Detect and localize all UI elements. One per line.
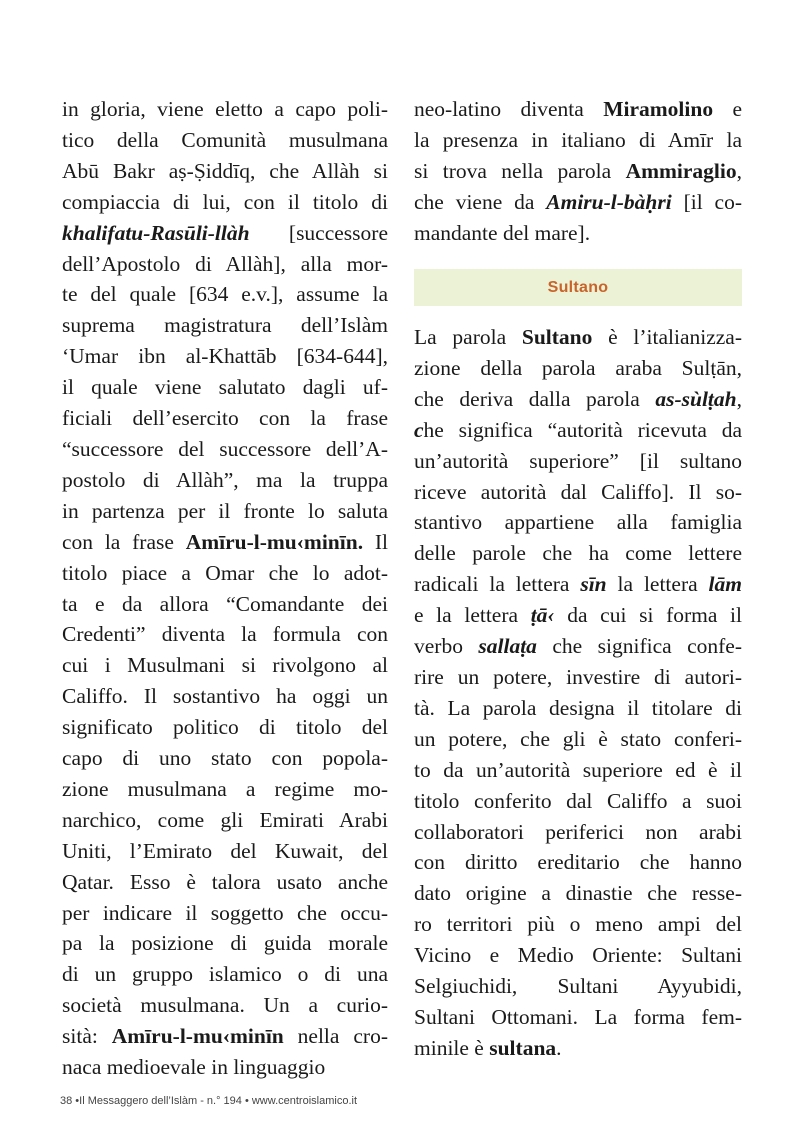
text-run: La parola xyxy=(414,325,522,349)
text-run: verbo xyxy=(414,634,479,659)
text-run: che viene da xyxy=(414,189,547,214)
text-run: Selgiuchidi, Sultani Ayyubidi, xyxy=(414,974,742,999)
emphasized-term: Amīru-l-mu‹minīn. xyxy=(185,529,364,554)
text-run: significato politico di titolo del xyxy=(62,715,388,740)
text-run: radicali la lettera xyxy=(414,572,581,597)
text-run: Abū Bakr aṣ-Ṣiddīq, che Allàh si xyxy=(62,158,388,183)
text-run: naca medioevale in linguaggio xyxy=(62,1055,326,1080)
text-line xyxy=(414,847,742,878)
text-run: Qatar. Esso è talora usato anche xyxy=(62,869,388,894)
text-line xyxy=(62,990,388,1021)
text-run: minile è xyxy=(414,1035,490,1060)
emphasized-term: Miramolino xyxy=(603,97,714,121)
text-run: capo di uno stato con popola- xyxy=(62,746,388,771)
emphasized-term: ṭā‹ xyxy=(530,603,555,628)
text-run: un’autorità superiore” [il sultano xyxy=(414,448,742,473)
emphasized-term: Amīru-l-mu‹minīn xyxy=(111,1024,284,1049)
text-run: ‘Umar ibn al-Khattāb [634-644], xyxy=(62,344,388,369)
text-line xyxy=(414,940,742,971)
text-run: te del quale [634 e.v.], assume la xyxy=(62,282,388,307)
text-run: he significa “autorità ricevuta da xyxy=(423,417,742,442)
text-run: in partenza per il fronte lo saluta xyxy=(62,498,388,523)
text-run: il quale viene salutato dagli uf- xyxy=(62,375,388,400)
text-run: nella cro- xyxy=(283,1024,388,1049)
text-run: per indicare il soggetto che occu- xyxy=(62,900,388,925)
text-run: da cui si forma il xyxy=(554,603,742,628)
text-run: suprema magistratura dell’Islàm xyxy=(62,313,388,338)
text-line xyxy=(414,218,742,249)
emphasized-term: Ammiraglio xyxy=(625,158,737,183)
text-line xyxy=(414,971,742,1002)
text-line xyxy=(62,125,388,156)
text-run: Vicino e Medio Oriente: Sultani xyxy=(414,943,742,968)
text-run: con la frase xyxy=(62,529,186,554)
text-run: la lettera xyxy=(606,572,709,597)
text-line xyxy=(414,187,742,218)
text-line xyxy=(414,415,742,446)
text-run: ficiali dell’esercito con la frase xyxy=(62,406,388,431)
text-run: Califfo. Il sostantivo ha oggi un xyxy=(62,684,388,709)
text-line xyxy=(62,372,388,403)
text-run: narchico, come gli Emirati Arabi xyxy=(62,807,388,832)
text-line xyxy=(62,712,388,743)
text-line xyxy=(62,959,388,990)
emphasized-term: sīn xyxy=(580,572,607,597)
text-line xyxy=(62,558,388,589)
text-line xyxy=(62,156,388,187)
text-line xyxy=(414,817,742,848)
text-run: cui i Musulmani si rivolgono al xyxy=(62,653,388,678)
text-line xyxy=(414,353,742,384)
text-line xyxy=(62,650,388,681)
text-line xyxy=(62,496,388,527)
text-run: la presenza in italiano di Amīr la xyxy=(414,127,742,152)
right-text-column-top xyxy=(414,94,742,249)
text-run: zione della parola araba Sulṭān, xyxy=(414,355,742,380)
text-run: compiaccia di lui, con il titolo di xyxy=(62,189,388,214)
text-line xyxy=(62,187,388,218)
text-line xyxy=(414,1002,742,1033)
text-line xyxy=(414,878,742,909)
text-run: zione musulmana a regime mo- xyxy=(62,776,388,801)
text-line xyxy=(414,662,742,693)
emphasized-term: c xyxy=(414,417,424,442)
text-line xyxy=(62,805,388,836)
text-run: to da un’autorità superiore ed è il xyxy=(414,757,742,782)
text-line xyxy=(414,693,742,724)
emphasized-term: sultana xyxy=(489,1035,557,1060)
text-run: stantivo appartiene alla famiglia xyxy=(414,510,742,535)
text-run: un potere, che gli è stato conferi- xyxy=(414,726,742,751)
emphasized-term: Amiru-l-bàḥri xyxy=(546,189,672,214)
text-run: , xyxy=(736,158,742,183)
text-run: rire un potere, investire di autori- xyxy=(414,664,742,689)
text-line xyxy=(62,681,388,712)
text-line xyxy=(62,867,388,898)
text-line xyxy=(62,619,388,650)
right-text-column-bottom xyxy=(414,322,742,1064)
text-line xyxy=(414,786,742,817)
emphasized-term: lām xyxy=(708,572,742,597)
emphasized-term: khalifatu-Rasūli-llàh xyxy=(62,220,250,245)
text-run: e la lettera xyxy=(414,603,531,628)
text-run: delle parole che ha come lettere xyxy=(414,541,742,566)
text-run: [il co- xyxy=(671,189,742,214)
text-run: “successore del successore dell’A- xyxy=(62,436,388,461)
text-run: tà. La parola designa il titolare di xyxy=(414,695,742,720)
text-run: titolo conferito dal Califfo a suoi xyxy=(414,788,742,813)
text-line xyxy=(62,589,388,620)
text-line xyxy=(62,774,388,805)
text-run: neo-latino diventa xyxy=(414,97,604,121)
emphasized-term: Sultano xyxy=(521,325,593,349)
text-run: [successore xyxy=(249,220,388,245)
text-line xyxy=(62,928,388,959)
text-line xyxy=(414,1033,742,1064)
text-line xyxy=(62,527,388,558)
text-line xyxy=(62,341,388,372)
text-run: titolo piace a Omar che lo adot- xyxy=(62,560,388,585)
text-run: che significa confe- xyxy=(536,634,742,659)
text-run: Sultani Ottomani. La forma fem- xyxy=(414,1004,742,1029)
text-line xyxy=(414,322,742,353)
text-run: Il xyxy=(363,529,388,554)
emphasized-term: as-sùlṭah xyxy=(655,386,737,411)
text-line xyxy=(414,477,742,508)
text-run: Uniti, l’Emirato del Kuwait, del xyxy=(62,838,388,863)
text-run: si trova nella parola xyxy=(414,158,626,183)
text-line xyxy=(62,898,388,929)
text-line xyxy=(414,125,742,156)
left-text-column xyxy=(62,94,388,1083)
text-run: sità: xyxy=(62,1024,112,1049)
page-footer: 38 •Il Messaggero dell’Islàm - n.° 194 • www.centroislamico.it xyxy=(60,1095,357,1107)
text-line xyxy=(62,743,388,774)
text-run: collaboratori periferici non arabi xyxy=(414,819,742,844)
text-line xyxy=(414,600,742,631)
text-run: pa la posizione di guida morale xyxy=(62,931,388,956)
text-line xyxy=(414,156,742,187)
text-line xyxy=(62,403,388,434)
text-run: è l’italianizza- xyxy=(592,325,742,349)
text-line xyxy=(62,279,388,310)
text-run: in gloria, viene eletto a capo poli- xyxy=(62,97,388,121)
text-run: ro territori più o meno ampi del xyxy=(414,912,742,937)
text-run: tico della Comunità musulmana xyxy=(62,127,388,152)
text-line xyxy=(62,218,388,249)
text-line xyxy=(414,507,742,538)
text-run: . xyxy=(556,1035,562,1060)
text-line xyxy=(414,538,742,569)
text-line xyxy=(414,724,742,755)
text-line xyxy=(62,1052,388,1083)
text-line xyxy=(62,836,388,867)
text-run: Credenti” diventa la formula con xyxy=(62,622,388,647)
text-line xyxy=(414,446,742,477)
text-run: ta e da allora “Comandante dei xyxy=(62,591,388,616)
text-line xyxy=(62,465,388,496)
text-run: postolo di Allàh”, ma la truppa xyxy=(62,467,388,492)
text-line xyxy=(62,94,388,125)
text-run: con diritto ereditario che hanno xyxy=(414,850,742,875)
text-line xyxy=(414,755,742,786)
text-run: che deriva dalla parola xyxy=(414,386,656,411)
text-line xyxy=(414,569,742,600)
text-run: e xyxy=(713,97,742,121)
text-run: , xyxy=(736,386,742,411)
text-run: dato origine a dinastie che resse- xyxy=(414,881,742,906)
text-run: di un gruppo islamico o di una xyxy=(62,962,388,987)
section-heading-sultano xyxy=(414,269,742,306)
text-line xyxy=(414,909,742,940)
text-line xyxy=(62,434,388,465)
text-line xyxy=(414,384,742,415)
text-run: riceve autorità dal Califfo]. Il so- xyxy=(414,479,742,504)
text-run: mandante del mare]. xyxy=(414,220,591,245)
text-line xyxy=(62,1021,388,1052)
emphasized-term: sallaṭa xyxy=(478,634,537,659)
text-line xyxy=(414,94,742,125)
text-line xyxy=(62,249,388,280)
text-run: società musulmana. Un a curio- xyxy=(62,993,388,1018)
text-line xyxy=(414,631,742,662)
section-heading-label: Sultano xyxy=(547,278,609,296)
text-run: dell’Apostolo di Allàh], alla mor- xyxy=(62,251,388,276)
text-line xyxy=(62,310,388,341)
